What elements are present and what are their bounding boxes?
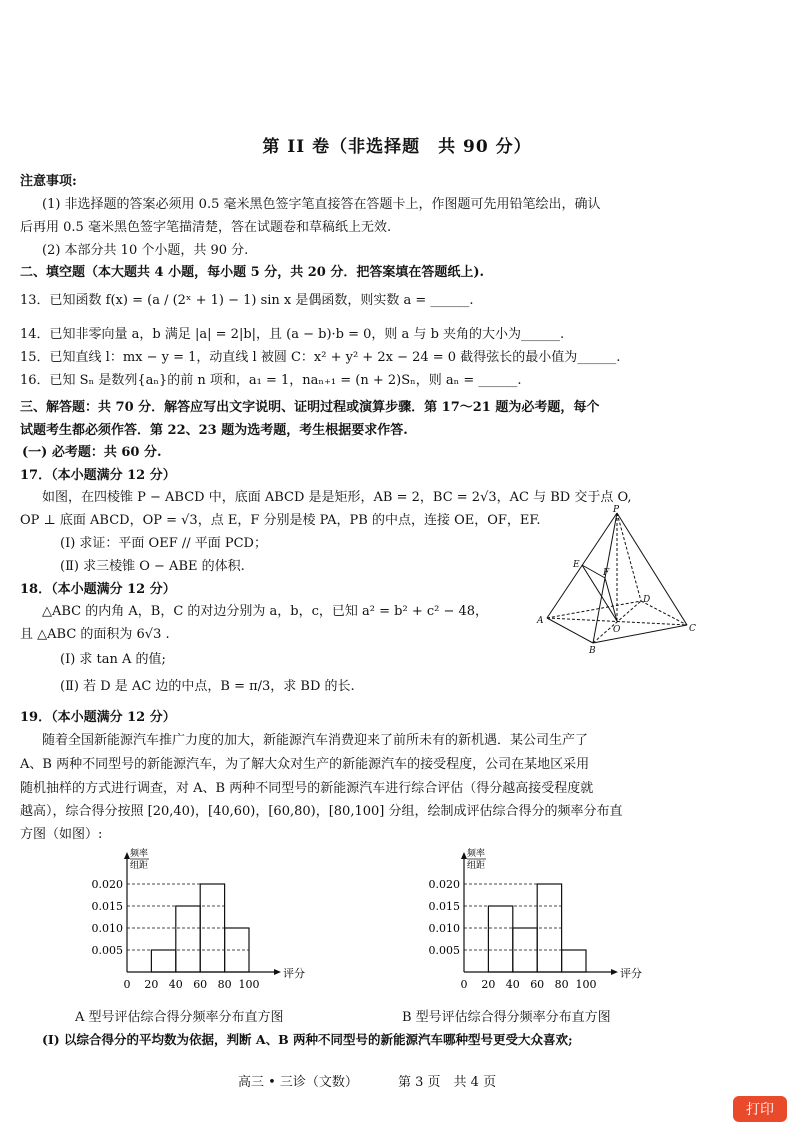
notes-item-1b: 后再用 0.5 毫米黑色签字笔描清楚，答在试题卷和草稿纸上无效. (20, 220, 392, 235)
edge-EF (582, 565, 605, 578)
section-answer-heading-a: 三、解答题：共 70 分．解答应写出文字说明、证明过程或演算步骤．第 17～21 题为必考题，每个 (20, 400, 600, 415)
histogram-bar (488, 906, 512, 972)
question-16: 16．已知 Sₙ 是数列{aₙ}的前 n 项和，a₁ = 1，naₙ₊₁ = (n + 2)Sₙ，则 aₙ = ______. (20, 373, 522, 388)
edge-AB (547, 618, 593, 643)
label-B: B (589, 646, 596, 655)
question-18-line2: 且 △ABC 的面积为 6√3 . (20, 627, 170, 642)
question-17-line2: OP ⊥ 底面 ABCD，OP = √3，点 E，F 分别是棱 PA，PB 的中点，连接 OE，OF，EF. (20, 513, 541, 528)
section-answer-heading-b: 试题考生都必须作答．第 22、23 题为选考题，考生根据要求作答. (20, 423, 408, 438)
question-15: 15．已知直线 l：mx − y = 1，动直线 l 被圆 C：x² + y² + 2x − 24 = 0 截得弦长的最小值为______. (20, 350, 621, 365)
question-18-part1: (Ⅰ) 求 tan A 的值; (60, 652, 166, 667)
x-tick-label: 0 (123, 978, 131, 991)
y-tick-label: 0.020 (91, 878, 123, 891)
x-tick-label: 60 (193, 978, 208, 991)
histogram-a-caption: A 型号评估综合得分频率分布直方图 (75, 1010, 284, 1025)
x-tick-label: 20 (144, 978, 159, 991)
question-17-head: 17．（本小题满分 12 分） (20, 468, 176, 483)
histogram-bar (151, 950, 175, 972)
edge-BC (593, 625, 687, 643)
notes-item-2: (2) 本部分共 10 个小题，共 90 分. (42, 243, 249, 258)
y-label-top: 频率 (130, 849, 149, 859)
question-19-line2: A、B 两种不同型号的新能源汽车，为了解大众对生产的新能源汽车的接受程度，公司在某地区采用 (20, 757, 590, 772)
pyramid-figure (535, 505, 705, 655)
edge-AD (547, 601, 641, 618)
question-19-head: 19．（本小题满分 12 分） (20, 710, 176, 725)
x-tick-label: 20 (481, 978, 496, 991)
footer-page: 第 3 页 共 4 页 (398, 1075, 497, 1090)
question-18-part2: (Ⅱ) 若 D 是 AC 边的中点，B = π/3，求 BD 的长. (60, 679, 355, 694)
edge-OE (582, 565, 617, 621)
question-17-part1: (Ⅰ) 求证：平面 OEF // 平面 PCD； (60, 536, 267, 551)
label-P: P (613, 505, 620, 515)
question-19-line4: 越高），综合得分按照 [20,40)，[40,60)，[60,80)，[80,100] 分组，绘制成评估综合得分的频率分布直 (20, 804, 623, 819)
footer-left: 高三 • 三诊（文数） (238, 1075, 358, 1090)
label-A: A (537, 616, 544, 626)
histogram-bar (176, 906, 200, 972)
page-title: 第 II 卷（非选择题 共 90 分） (262, 137, 532, 157)
question-19-line1: 随着全国新能源汽车推广力度的加大，新能源汽车消费迎来了前所未有的新机遇．某公司生产了 (42, 733, 589, 748)
label-F: F (603, 568, 610, 578)
y-label-bottom: 组距 (130, 861, 149, 871)
notes-heading: 注意事项: (20, 174, 77, 189)
x-axis-arrow (274, 969, 281, 975)
question-13: 13．已知函数 f(x) = (a / (2ˣ + 1) − 1) sin x 是偶函数，则实数 a = ______. (20, 293, 474, 308)
label-D: D (643, 595, 651, 605)
x-tick-label: 100 (238, 978, 260, 991)
label-C: C (689, 624, 696, 634)
notes-item-1a: (1) 非选择题的答案必须用 0.5 毫米黑色签字笔直接答在答题卡上，作图题可先用铅笔绘出，确认 (42, 197, 601, 212)
question-19-line5: 方图（如图）: (20, 827, 103, 842)
y-tick-label: 0.020 (428, 878, 460, 891)
y-tick-label: 0.015 (91, 900, 123, 913)
required-heading: (一) 必考题：共 60 分. (22, 445, 162, 460)
x-axis-label: 评分 (283, 967, 305, 980)
x-tick-label: 80 (217, 978, 232, 991)
question-18-line1: △ABC 的内角 A，B，C 的对边分别为 a，b，c，已知 a² = b² + c² − 48， (42, 604, 489, 619)
y-tick-label: 0.010 (91, 922, 123, 935)
x-tick-label: 40 (168, 978, 183, 991)
label-O: O (613, 625, 621, 635)
x-tick-label: 40 (505, 978, 520, 991)
histogram-b-caption: B 型号评估综合得分频率分布直方图 (402, 1010, 611, 1025)
x-tick-label: 100 (575, 978, 597, 991)
question-18-head: 18．（本小题满分 12 分） (20, 582, 176, 597)
print-button[interactable]: 打印 (733, 1096, 787, 1122)
y-label-top: 频率 (467, 849, 486, 859)
histogram-b (422, 842, 662, 1002)
edge-OF (605, 578, 617, 621)
edge-PD (617, 513, 641, 601)
question-19-line3: 随机抽样的方式进行调查，对 A、B 两种不同型号的新能源汽车进行综合评估（得分越高接受程度就 (20, 781, 594, 796)
y-tick-label: 0.010 (428, 922, 460, 935)
x-tick-label: 60 (530, 978, 545, 991)
question-17-part2: (Ⅱ) 求三棱锥 O − ABE 的体积. (60, 559, 245, 574)
label-E: E (573, 560, 580, 570)
section-fill-in-heading: 二、填空题（本大题共 4 小题，每小题 5 分，共 20 分．把答案填在答题纸上). (20, 265, 485, 280)
question-17-line1: 如图，在四棱锥 P − ABCD 中，底面 ABCD 是是矩形，AB = 2，BC = 2√3，AC 与 BD 交于点 O, (42, 490, 632, 505)
x-tick-label: 80 (554, 978, 569, 991)
y-tick-label: 0.005 (428, 944, 460, 957)
x-tick-label: 0 (460, 978, 468, 991)
x-axis-label: 评分 (620, 967, 642, 980)
y-tick-label: 0.015 (428, 900, 460, 913)
histogram-a (85, 842, 325, 1002)
edge-PC (617, 513, 687, 625)
histogram-bar (562, 950, 586, 972)
y-label-bottom: 组距 (467, 861, 486, 871)
y-tick-label: 0.005 (91, 944, 123, 957)
x-axis-arrow (611, 969, 618, 975)
question-14: 14．已知非零向量 a，b 满足 |a| = 2|b|，且 (a − b)·b = 0，则 a 与 b 夹角的大小为______. (20, 327, 565, 342)
question-19-part1: (Ⅰ) 以综合得分的平均数为依据，判断 A、B 两种不同型号的新能源汽车哪种型号更受大众喜欢; (42, 1032, 573, 1047)
